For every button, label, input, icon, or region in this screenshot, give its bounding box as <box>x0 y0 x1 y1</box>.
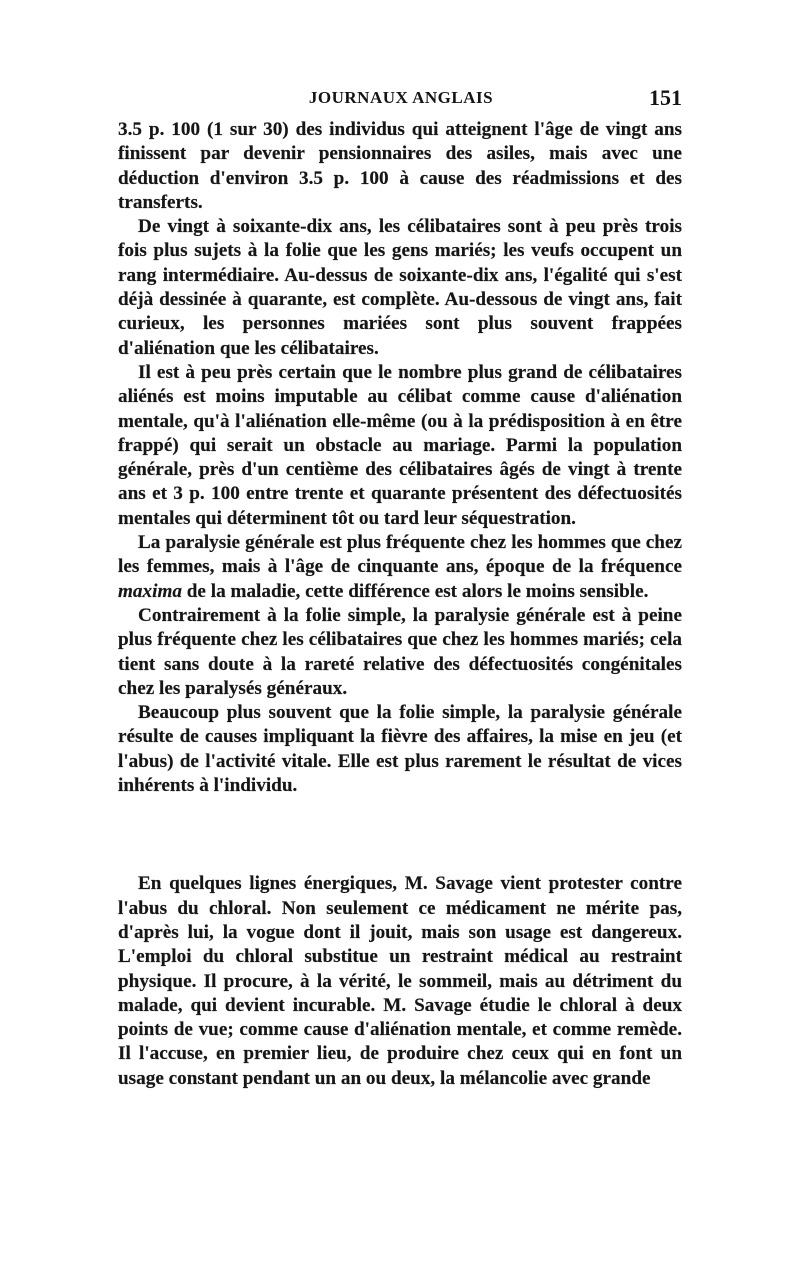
paragraph-4-text-before: La paralysie générale est plus fréquente chez les hommes que chez les femmes, mais à l'âge de cinquante ans, époque de la fréquence <box>118 532 682 578</box>
italic-term-maxima: maxima <box>118 580 182 602</box>
paragraph-3: Il est à peu près certain que le nombre plus grand de célibataires aliénés est moins imputable au célibat comme cause d'aliénation mentale, qu'à l'aliénation elle-même (ou à la prédisposition à en être frappé) qui serait un obstacle au mariage. Parmi la population générale, près d'un centième des célibataires âgés de vingt à trente ans et 3 p. 100 entre trente et quarante présentent des défectuosités mentales qui déterminent tôt ou tard leur séquestration. <box>118 361 682 529</box>
running-title: JOURNAUX ANGLAIS <box>308 88 494 107</box>
page-number: 151 <box>649 85 682 110</box>
paragraph-7: En quelques lignes énergiques, M. Savage vient protester contre l'abus du chloral. Non seulement ce médicament ne mérite pas, d'après lui, la vogue dont il jouit, mais son usage est dangereux. L'emploi du chloral substitue un restraint médical au restraint physique. Il procure, à la vérité, le sommeil, mais au détriment du malade, qui devient incurable. M. Savage étudie le chloral à deux points de vue; comme cause d'aliénation mentale, et comme remède. Il l'accuse, en premier lieu, de produire chez ceux qui en font un usage constant pendant un an ou deux, la mélancolie avec grande <box>118 873 682 1089</box>
paragraph-4 <box>118 531 682 604</box>
running-head <box>120 85 682 116</box>
paragraph-6: Beaucoup plus souvent que la folie simple, la paralysie générale résulte de causes impliquant la fièvre des affaires, la mise en jeu (et l'abus) de l'activité vitale. Elle est plus rarement le résultat de vices inhérents à l'individu. <box>118 702 682 797</box>
paragraph-1: 3.5 p. 100 (1 sur 30) des individus qui atteignent l'âge de vingt ans finissent par devenir pensionnaires des asiles, mais avec une déduction d'environ 3.5 p. 100 à cause des réadmissions et des transferts. <box>118 119 682 213</box>
paragraph-5: Contrairement à la folie simple, la paralysie générale est à peine plus fréquente chez les célibataires que chez les hommes mariés; cela tient sans doute à la rareté relative des défectuosités congénitales chez les paralysés généraux. <box>118 604 682 699</box>
paragraph-4-text-after: de la maladie, cette différence est alors le moins sensible. <box>181 580 649 602</box>
body-text <box>118 118 682 1091</box>
paragraph-2: De vingt à soixante-dix ans, les célibataires sont à peu près trois fois plus sujets à la folie que les gens mariés; les veufs occupent un rang intermédiaire. Au-dessus de soixante-dix ans, l'égalité qui s'est déjà dessinée à quarante, est complète. Au-dessous de vingt ans, fait curieux, les personnes mariées sont plus souvent frappées d'aliénation que les célibataires. <box>118 216 682 359</box>
section-gap <box>118 798 682 872</box>
